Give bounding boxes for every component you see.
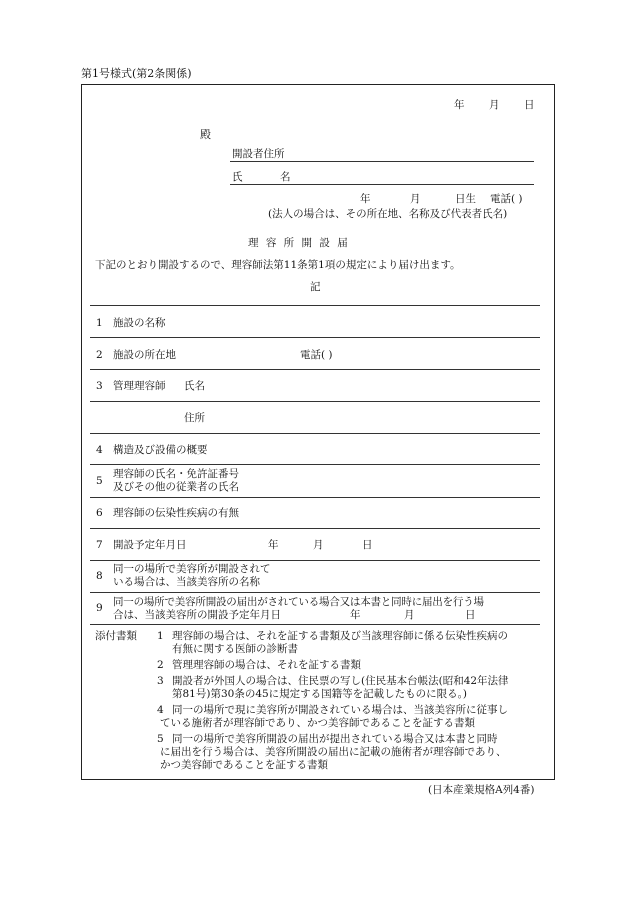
attachment-3-line-2: 第81号)第30条の45に規定する国籍等を記載したものに限る。) — [172, 688, 468, 700]
item-3-name-label: 氏名 — [184, 380, 205, 392]
attachment-2-line-1: 管理理容師の場合は、それを証する書類 — [172, 659, 361, 671]
item-9-line-1: 同一の場所で美容所開設の届出がされている場合又は本書と同時に届出を行う場 — [113, 596, 484, 608]
date-month-label: 月 — [489, 99, 500, 111]
attachment-1-line-1: 理容師の場合は、それを証する書類及び当該理容師に係る伝染性疾病の — [172, 630, 508, 642]
ki-label: 記 — [310, 281, 321, 293]
item-7-label: 開設予定年月日 — [113, 539, 187, 551]
applicant-name-label-2: 名 — [280, 171, 291, 183]
attachment-1-number: 1 — [157, 630, 164, 642]
date-year-label: 年 — [454, 99, 465, 111]
attachments-label: 添付書類 — [95, 630, 137, 642]
row-divider — [90, 433, 540, 434]
row-divider — [90, 592, 540, 593]
item-2-phone-label: 電話( ) — [300, 349, 333, 361]
item-6-label: 理容師の伝染性疾病の有無 — [113, 507, 239, 519]
item-9-number: 9 — [96, 602, 103, 614]
date-day-label: 日 — [524, 99, 535, 111]
item-7-number: 7 — [96, 539, 103, 551]
attachment-4-number: 4 — [157, 704, 164, 716]
attachment-2-number: 2 — [157, 659, 164, 671]
item-7-month-label: 月 — [313, 539, 324, 551]
item-7-day-label: 日 — [362, 539, 373, 551]
row-divider — [90, 369, 540, 370]
item-4-label: 構造及び設備の概要 — [113, 444, 208, 456]
item-5-line-1: 理容師の氏名・免許証番号 — [113, 468, 239, 480]
attachment-5-line-3: かつ美容師であることを証する書類 — [160, 759, 328, 771]
row-divider — [90, 624, 540, 625]
paper-size-note: (日本産業規格A列4番) — [428, 784, 535, 796]
row-divider — [90, 464, 540, 465]
item-8-number: 8 — [96, 570, 103, 582]
row-divider — [90, 337, 540, 338]
applicant-name-label-1: 氏 — [232, 171, 243, 183]
applicant-name-field[interactable] — [230, 184, 534, 185]
row-divider — [90, 528, 540, 529]
corporate-note: (法人の場合は、その所在地、名称及び代表者氏名) — [268, 208, 508, 220]
item-9-year-label: 年 — [350, 609, 361, 621]
item-6-number: 6 — [96, 507, 103, 519]
item-3-number: 3 — [96, 380, 103, 392]
item-8-line-2: いる場合は、当該美容所の名称 — [113, 576, 260, 588]
item-2-label: 施設の所在地 — [113, 349, 176, 361]
applicant-address-label: 開設者住所 — [232, 148, 285, 160]
item-5-line-2: 及びその他の従業者の氏名 — [113, 481, 239, 493]
item-7-year-label: 年 — [268, 539, 279, 551]
attachment-1-line-2: 有無に関する医師の診断書 — [172, 643, 298, 655]
birth-year-label: 年 — [360, 193, 371, 205]
attachment-5-line-2: に届出を行う場合は、美容所開設の届出に記載の施術者が理容師であり、 — [160, 746, 507, 758]
addressee-suffix: 殿 — [200, 128, 211, 141]
row-divider — [90, 401, 540, 402]
item-2-number: 2 — [96, 349, 103, 361]
form-number-label: 第1号様式(第2条関係) — [81, 67, 192, 80]
attachment-4-line-1: 同一の場所で現に美容所が開設されている場合は、当該美容所に従事し — [172, 704, 508, 716]
item-4-number: 4 — [96, 444, 103, 456]
item-5-number: 5 — [96, 475, 103, 487]
item-1-label: 施設の名称 — [113, 317, 166, 329]
item-9-month-label: 月 — [404, 609, 415, 621]
attachment-5-line-1: 同一の場所で美容所開設の届出が提出されている場合又は本書と同時 — [172, 733, 498, 745]
attachment-3-number: 3 — [157, 675, 164, 687]
item-8-line-1: 同一の場所で美容所が開設されて — [113, 563, 271, 575]
row-divider — [90, 560, 540, 561]
row-divider — [90, 497, 540, 498]
attachment-5-number: 5 — [157, 733, 164, 745]
item-3-label: 管理理容師 — [113, 380, 166, 392]
birth-day-label: 日生 — [455, 193, 476, 205]
item-9-line-2: 合は、当該美容所の開設予定年月日 — [113, 609, 281, 621]
intro-text: 下記のとおり開設するので、理容師法第11条第1項の規定により届け出ます。 — [95, 259, 461, 271]
document-title: 理 容 所 開 設 届 — [248, 237, 350, 249]
attachment-4-line-2: ている施術者が理容師であり、かつ美容師であることを証する書類 — [160, 717, 475, 729]
applicant-address-field[interactable] — [230, 161, 534, 162]
item-3-address-label: 住所 — [184, 412, 205, 424]
item-9-day-label: 日 — [465, 609, 476, 621]
attachment-3-line-1: 開設者が外国人の場合は、住民票の写し(住民基本台帳法(昭和42年法律 — [172, 675, 509, 687]
birth-month-label: 月 — [410, 193, 421, 205]
item-1-number: 1 — [96, 317, 103, 329]
row-divider — [90, 305, 540, 306]
applicant-phone-label: 電話( ) — [490, 193, 523, 205]
